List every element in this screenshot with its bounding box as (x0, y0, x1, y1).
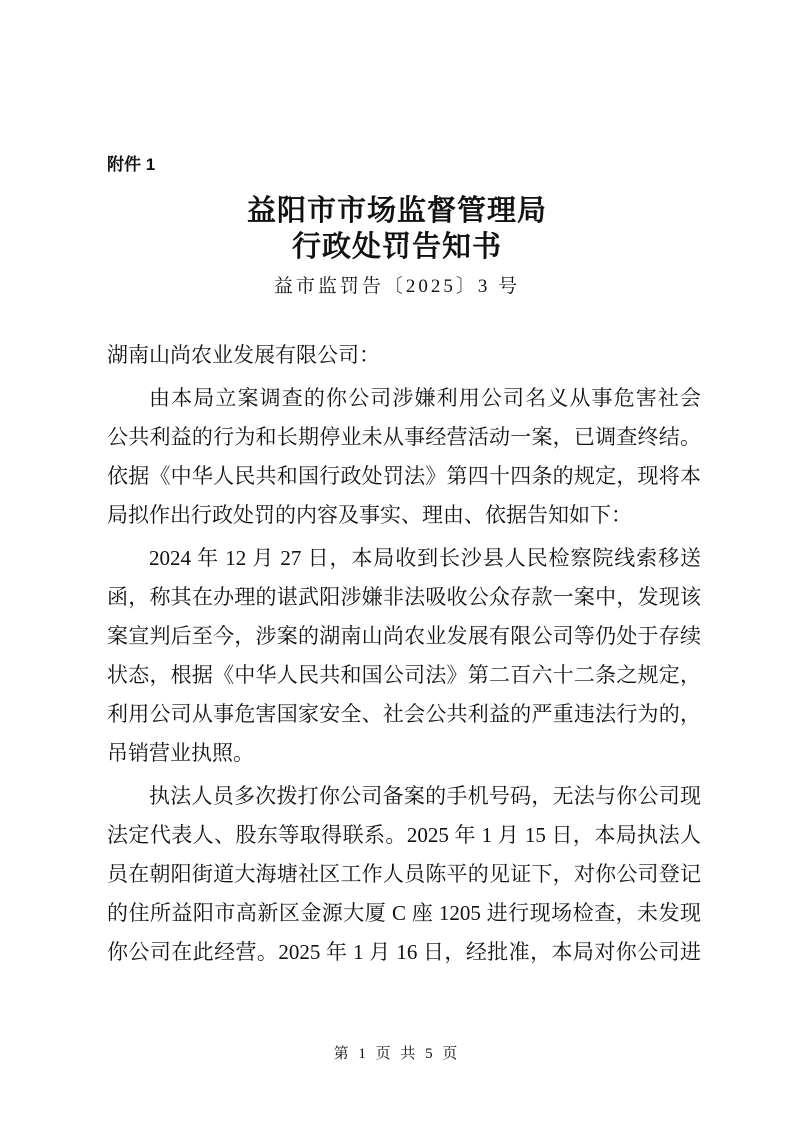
text-line: 公共利益的行为和长期停业未从事经营活动一案，已调查终结。 (107, 425, 701, 449)
text-line: 2024 年 12 月 27 日，本局收到长沙县人民检察院线索移送 (149, 546, 701, 570)
document-number: 益市监罚告〔2025〕3 号 (273, 276, 521, 297)
text-line: 利用公司从事危害国家安全、社会公共利益的严重违法行为的， (107, 702, 701, 726)
text-line: 案宣判后至今，涉案的湖南山尚农业发展有限公司等仍处于存续 (107, 624, 701, 648)
text-line: 湖南山尚农业发展有限公司： (107, 343, 380, 367)
body-paragraph (107, 782, 701, 977)
text-line: 局拟作出行政处罚的内容及事实、理由、依据告知如下： (107, 503, 632, 527)
document-title-type: 行政处罚告知书 (291, 231, 502, 263)
text-line: 由本局立案调查的你公司涉嫌利用公司名义从事危害社会 (149, 386, 701, 410)
text-line: 依据《中华人民共和国行政处罚法》第四十四条的规定，现将本 (107, 464, 701, 488)
text-line: 执法人员多次拨打你公司备案的手机号码，无法与你公司现 (149, 784, 701, 808)
text-line: 吊销营业执照。 (107, 741, 254, 765)
attachment-label: 附件 1 (107, 155, 156, 174)
text-line: 状态，根据《中华人民共和国公司法》第二百六十二条之规定， (107, 663, 701, 687)
body-paragraph (107, 544, 701, 778)
text-line: 法定代表人、股东等取得联系。2025 年 1 月 15 日，本局执法人 (107, 823, 701, 847)
document-title-agency: 益阳市市场监督管理局 (246, 195, 547, 227)
document-body (107, 341, 701, 981)
text-line: 你公司在此经营。2025 年 1 月 16 日，经批准，本局对你公司进 (107, 940, 701, 964)
text-line: 函，称其在办理的谌武阳涉嫌非法吸收公众存款一案中，发现该 (107, 585, 701, 609)
page-footer: 第 1 页 共 5 页 (333, 1046, 461, 1062)
text-line: 员在朝阳街道大海塘社区工作人员陈平的见证下，对你公司登记 (107, 862, 701, 886)
text-line: 的住所益阳市高新区金源大厦 C 座 1205 进行现场检查，未发现 (107, 901, 701, 925)
body-paragraph (107, 384, 701, 540)
addressee (107, 341, 701, 380)
